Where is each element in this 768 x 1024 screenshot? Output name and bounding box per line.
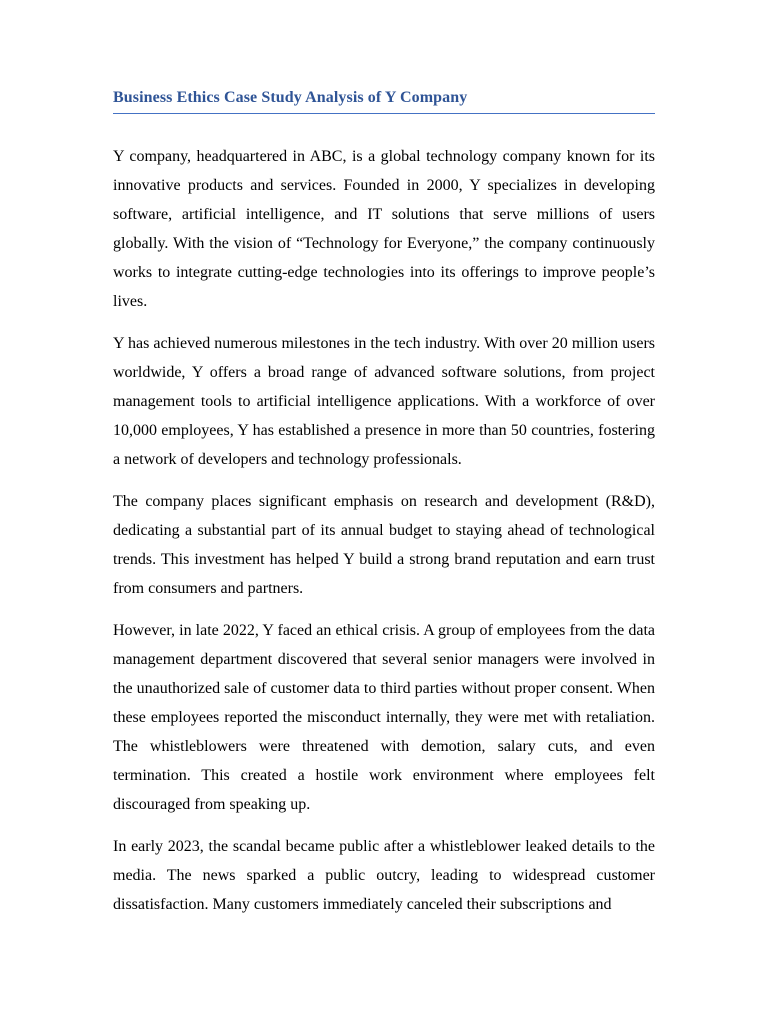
document-title: Business Ethics Case Study Analysis of Y Company — [113, 88, 655, 114]
paragraph: The company places significant emphasis on research and development (R&D), dedicating a substantial part of its annual budget to staying ahead of technological trends. This investment has helped Y build a strong brand reputation and earn trust from consumers and partners. — [113, 493, 655, 597]
paragraph: Y has achieved numerous milestones in the tech industry. With over 20 million users worldwide, Y offers a broad range of advanced software solutions, from project management tools to artificial intelligence applications. With a workforce of over 10,000 employees, Y has established a presence in more than 50 countries, fostering a network of developers and technology professionals. — [113, 335, 655, 468]
document-body — [113, 142, 655, 919]
document-page — [113, 88, 655, 932]
paragraph: However, in late 2022, Y faced an ethical crisis. A group of employees from the data management department discovered that several senior managers were involved in the unauthorized sale of customer data to third parties without proper consent. When these employees reported the misconduct internally, they were met with retaliation. The whistleblowers were threatened with demotion, salary cuts, and even termination. This created a hostile work environment where employees felt discouraged from speaking up. — [113, 622, 655, 813]
paragraph: In early 2023, the scandal became public after a whistleblower leaked details to the media. The news sparked a public outcry, leading to widespread customer dissatisfaction. Many customers immediately canceled their subscriptions and — [113, 838, 655, 913]
paragraph: Y company, headquartered in ABC, is a global technology company known for its innovative products and services. Founded in 2000, Y specializes in developing software, artificial intelligence, and IT solutions that serve millions of users globally. With the vision of “Technology for Everyone,” the company continuously works to integrate cutting-edge technologies into its offerings to improve people’s lives. — [113, 148, 655, 310]
